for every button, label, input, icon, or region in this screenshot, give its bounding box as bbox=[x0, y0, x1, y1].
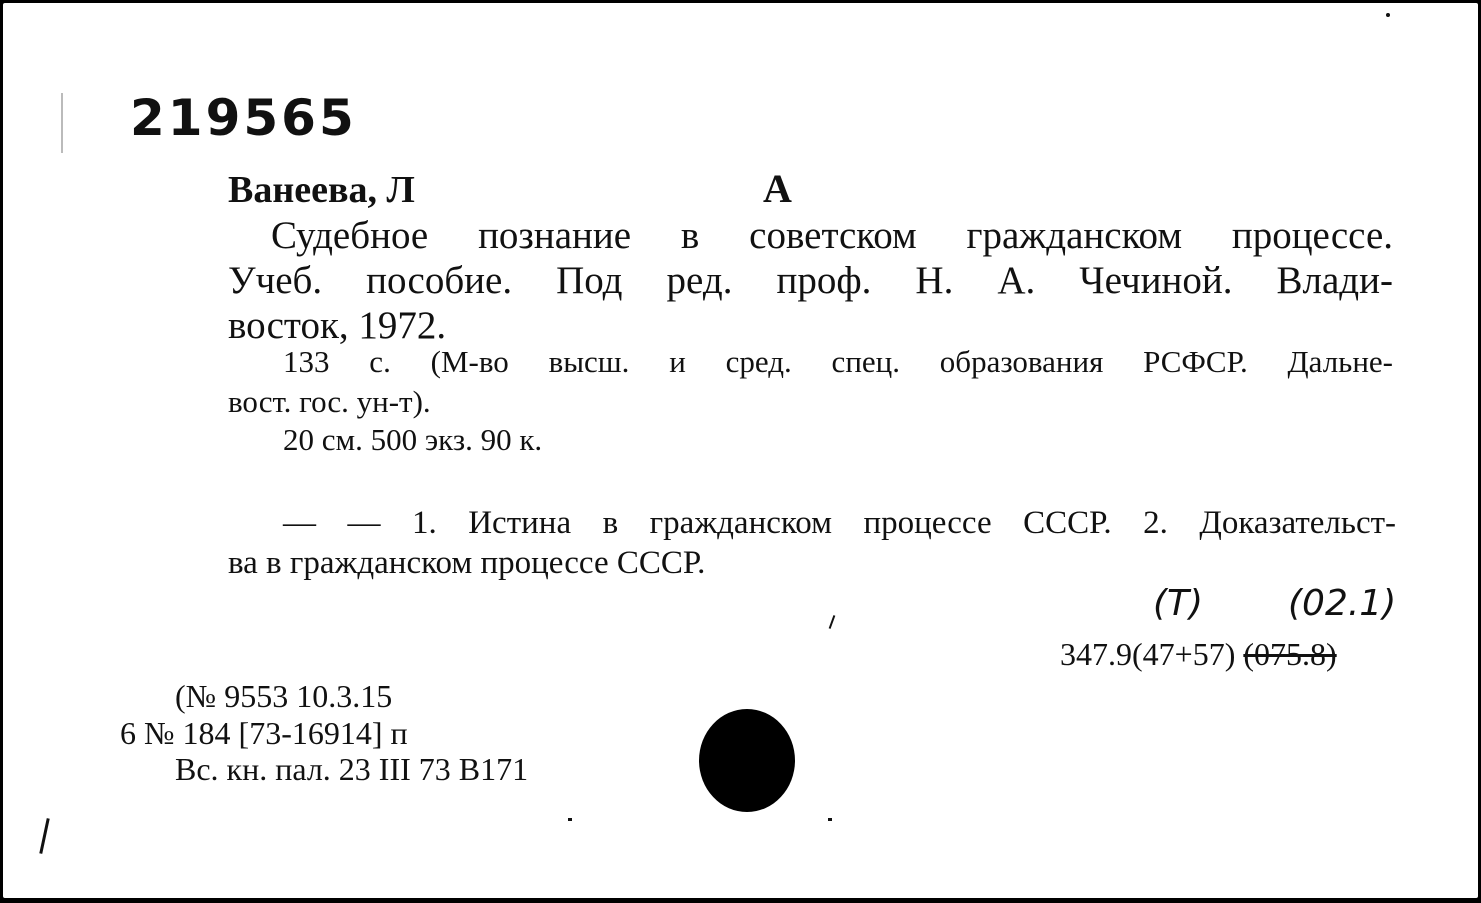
footer-line: 6 № 184 [73-16914] п bbox=[120, 715, 408, 751]
size-price-line: 20 см. 500 экз. 90 к. bbox=[283, 422, 543, 457]
author-heading: Ванеева, Л bbox=[228, 169, 415, 211]
udc-main: 347.9(47+57) bbox=[1060, 636, 1236, 672]
accession-number: 219565 bbox=[130, 89, 357, 147]
punch-hole bbox=[699, 709, 795, 812]
collation-line: вост. гос. ун-т). bbox=[228, 384, 431, 419]
handwritten-class-note: (02.1) bbox=[1288, 583, 1397, 624]
title-line: восток, 1972. bbox=[228, 304, 447, 347]
footer-line: (№ 9553 10.3.15 bbox=[175, 678, 393, 714]
title-line: Учеб. пособие. Под ред. проф. Н. А. Чечиной. Влади- bbox=[228, 259, 1393, 302]
catalog-card bbox=[3, 3, 1478, 898]
scan-speck bbox=[61, 93, 63, 153]
udc-struck: (075.8) bbox=[1243, 636, 1337, 672]
shelf-letter: А bbox=[763, 166, 792, 211]
subject-line: ва в гражданском процессе СССР. bbox=[228, 545, 706, 581]
footer-line: Вс. кн. пал. 23 III 73 В171 bbox=[175, 751, 529, 787]
subject-line: — — 1. Истина в гражданском процессе СССР. 2. Доказательст- bbox=[283, 505, 1396, 541]
collation-line: 133 с. (М-во высш. и сред. спец. образования РСФСР. Дальне- bbox=[283, 344, 1393, 379]
udc-index bbox=[1060, 638, 1337, 670]
scan-speck bbox=[568, 818, 572, 821]
scan-speck bbox=[829, 615, 836, 629]
title-line: Судебное познание в советском гражданском процессе. bbox=[271, 214, 1393, 257]
handwritten-class-note: (Т) bbox=[1153, 583, 1204, 624]
scan-speck bbox=[39, 818, 49, 854]
scan-speck bbox=[1386, 13, 1390, 17]
scan-speck bbox=[828, 818, 832, 821]
